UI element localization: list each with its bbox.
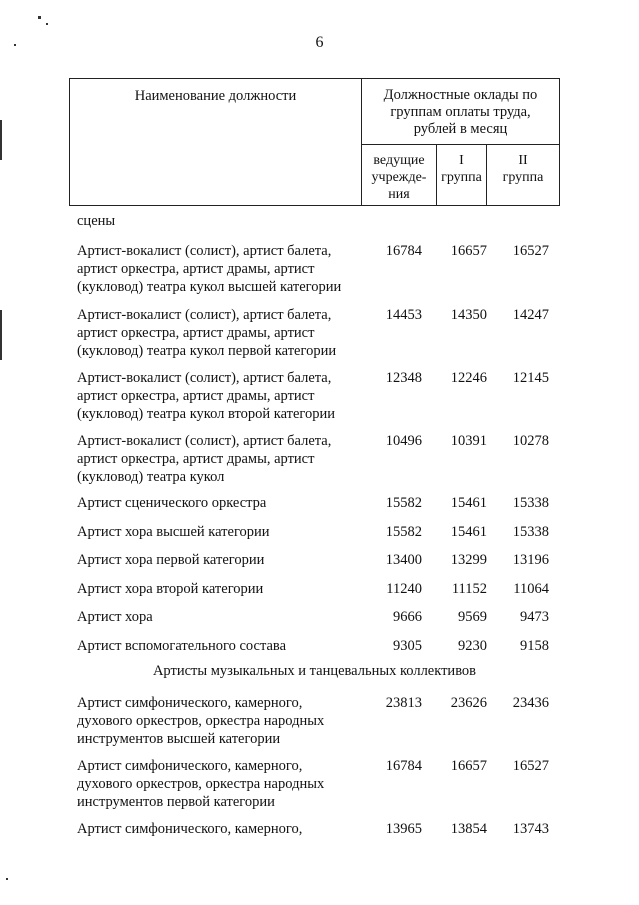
salary-group-1: 10391: [450, 433, 487, 449]
row-position-name: [77, 757, 367, 811]
header-group-1: [437, 145, 487, 205]
name-line: (кукловод) театра кукол высшей категории: [77, 279, 342, 295]
name-line: артист оркестра, артист драмы, артист: [77, 261, 315, 277]
section-title: Артисты музыкальных и танцевальных коллективов: [152, 663, 477, 679]
table-header: [69, 78, 560, 206]
name-line: артист оркестра, артист драмы, артист: [77, 451, 315, 467]
salary-group-1: 9569: [458, 609, 487, 625]
salary-leading: 9305: [393, 638, 422, 654]
name-line: Артист-вокалист (солист), артист балета,: [77, 433, 332, 449]
name-line: (кукловод) театра кукол второй категории: [77, 406, 336, 422]
name-line: артист оркестра, артист драмы, артист: [77, 388, 315, 404]
salary-leading: 16784: [385, 243, 422, 259]
header-salary-line: Должностные оклады по: [383, 87, 538, 103]
salary-leading: 9666: [393, 609, 422, 625]
row-position-name: [77, 432, 367, 486]
name-line: Артист хора: [77, 609, 153, 625]
name-line: артист оркестра, артист драмы, артист: [77, 325, 315, 341]
salary-leading: 14453: [385, 307, 422, 323]
header-sub-line: группа: [441, 170, 482, 185]
salary-leading: 16784: [385, 758, 422, 774]
header-sub-line: II: [518, 153, 528, 168]
salary-group-2: 15338: [512, 524, 549, 540]
header-position-name: Наименование должности: [70, 79, 362, 205]
salary-leading: 13400: [385, 552, 422, 568]
salary-group-2: 16527: [512, 758, 549, 774]
salary-leading: 13965: [385, 821, 422, 837]
scan-speck: [38, 16, 41, 19]
row-position-name: [77, 608, 367, 626]
salary-group-1: 23626: [450, 695, 487, 711]
scan-speck: [0, 120, 2, 160]
name-line: Артист симфонического, камерного,: [77, 821, 303, 837]
name-line: Артист хора второй категории: [77, 581, 264, 597]
header-salary-line: группам оплаты труда,: [390, 104, 531, 120]
salary-group-1: 16657: [450, 243, 487, 259]
row-position-name: [77, 580, 367, 598]
row-position-name: [77, 242, 367, 296]
name-line: (кукловод) театра кукол: [77, 469, 225, 485]
scan-speck: [0, 310, 2, 360]
salary-leading: 23813: [385, 695, 422, 711]
header-group-2: [487, 145, 559, 205]
name-line: духового оркестров, оркестра народных: [77, 776, 325, 792]
header-salary-group: [362, 79, 559, 145]
salary-group-1: 11152: [451, 581, 487, 597]
name-line: инструментов первой категории: [77, 794, 275, 810]
header-salary-line: рублей в месяц: [413, 121, 508, 137]
salary-group-1: 12246: [450, 370, 487, 386]
header-sub-line: учрежде-: [371, 170, 427, 185]
row-position-name: [77, 820, 367, 838]
name-line: Артист хора высшей категории: [77, 524, 270, 540]
salary-group-2: 9158: [520, 638, 549, 654]
scan-speck: [6, 878, 8, 880]
name-line: Артист вспомогательного состава: [77, 638, 287, 654]
salary-group-1: 13854: [450, 821, 487, 837]
salary-group-2: 13743: [512, 821, 549, 837]
salary-group-2: 14247: [512, 307, 549, 323]
salary-group-2: 23436: [512, 695, 549, 711]
page-number: 6: [315, 34, 324, 51]
name-line: (кукловод) театра кукол первой категории: [77, 343, 337, 359]
salary-leading: 11240: [386, 581, 422, 597]
row-position-name: [77, 637, 367, 655]
salary-group-1: 13299: [450, 552, 487, 568]
name-line: Артист хора первой категории: [77, 552, 265, 568]
row-position-name: [77, 306, 367, 360]
name-line: Артист симфонического, камерного,: [77, 758, 303, 774]
header-sub-line: ведущие: [373, 153, 425, 168]
salary-group-1: 9230: [458, 638, 487, 654]
salary-leading: 15582: [385, 524, 422, 540]
salary-group-2: 11064: [513, 581, 549, 597]
salary-group-2: 16527: [512, 243, 549, 259]
continuation-label: сцены: [77, 213, 116, 229]
name-line: Артист симфонического, камерного,: [77, 695, 303, 711]
row-position-name: [77, 694, 367, 748]
salary-leading: 15582: [385, 495, 422, 511]
salary-leading: 10496: [385, 433, 422, 449]
salary-leading: 12348: [385, 370, 422, 386]
salary-group-2: 15338: [512, 495, 549, 511]
salary-group-2: 10278: [512, 433, 549, 449]
header-sub-line: I: [459, 153, 464, 168]
name-line: Артист сценического оркестра: [77, 495, 267, 511]
row-position-name: [77, 369, 367, 423]
salary-group-2: 12145: [512, 370, 549, 386]
scan-speck: [46, 23, 48, 25]
row-position-name: [77, 551, 367, 569]
header-sub-line: ния: [388, 187, 410, 202]
salary-group-1: 15461: [450, 524, 487, 540]
name-line: Артист-вокалист (солист), артист балета,: [77, 243, 332, 259]
row-position-name: [77, 523, 367, 541]
salary-group-2: 13196: [512, 552, 549, 568]
salary-group-1: 15461: [450, 495, 487, 511]
row-position-name: [77, 494, 367, 512]
header-sub-line: группа: [502, 170, 544, 185]
salary-group-1: 14350: [450, 307, 487, 323]
name-line: Артист-вокалист (солист), артист балета,: [77, 370, 332, 386]
header-leading-institutions: [362, 145, 437, 205]
salary-group-2: 9473: [520, 609, 549, 625]
name-line: духового оркестров, оркестра народных: [77, 713, 325, 729]
salary-group-1: 16657: [450, 758, 487, 774]
name-line: инструментов высшей категории: [77, 731, 281, 747]
name-line: Артист-вокалист (солист), артист балета,: [77, 307, 332, 323]
